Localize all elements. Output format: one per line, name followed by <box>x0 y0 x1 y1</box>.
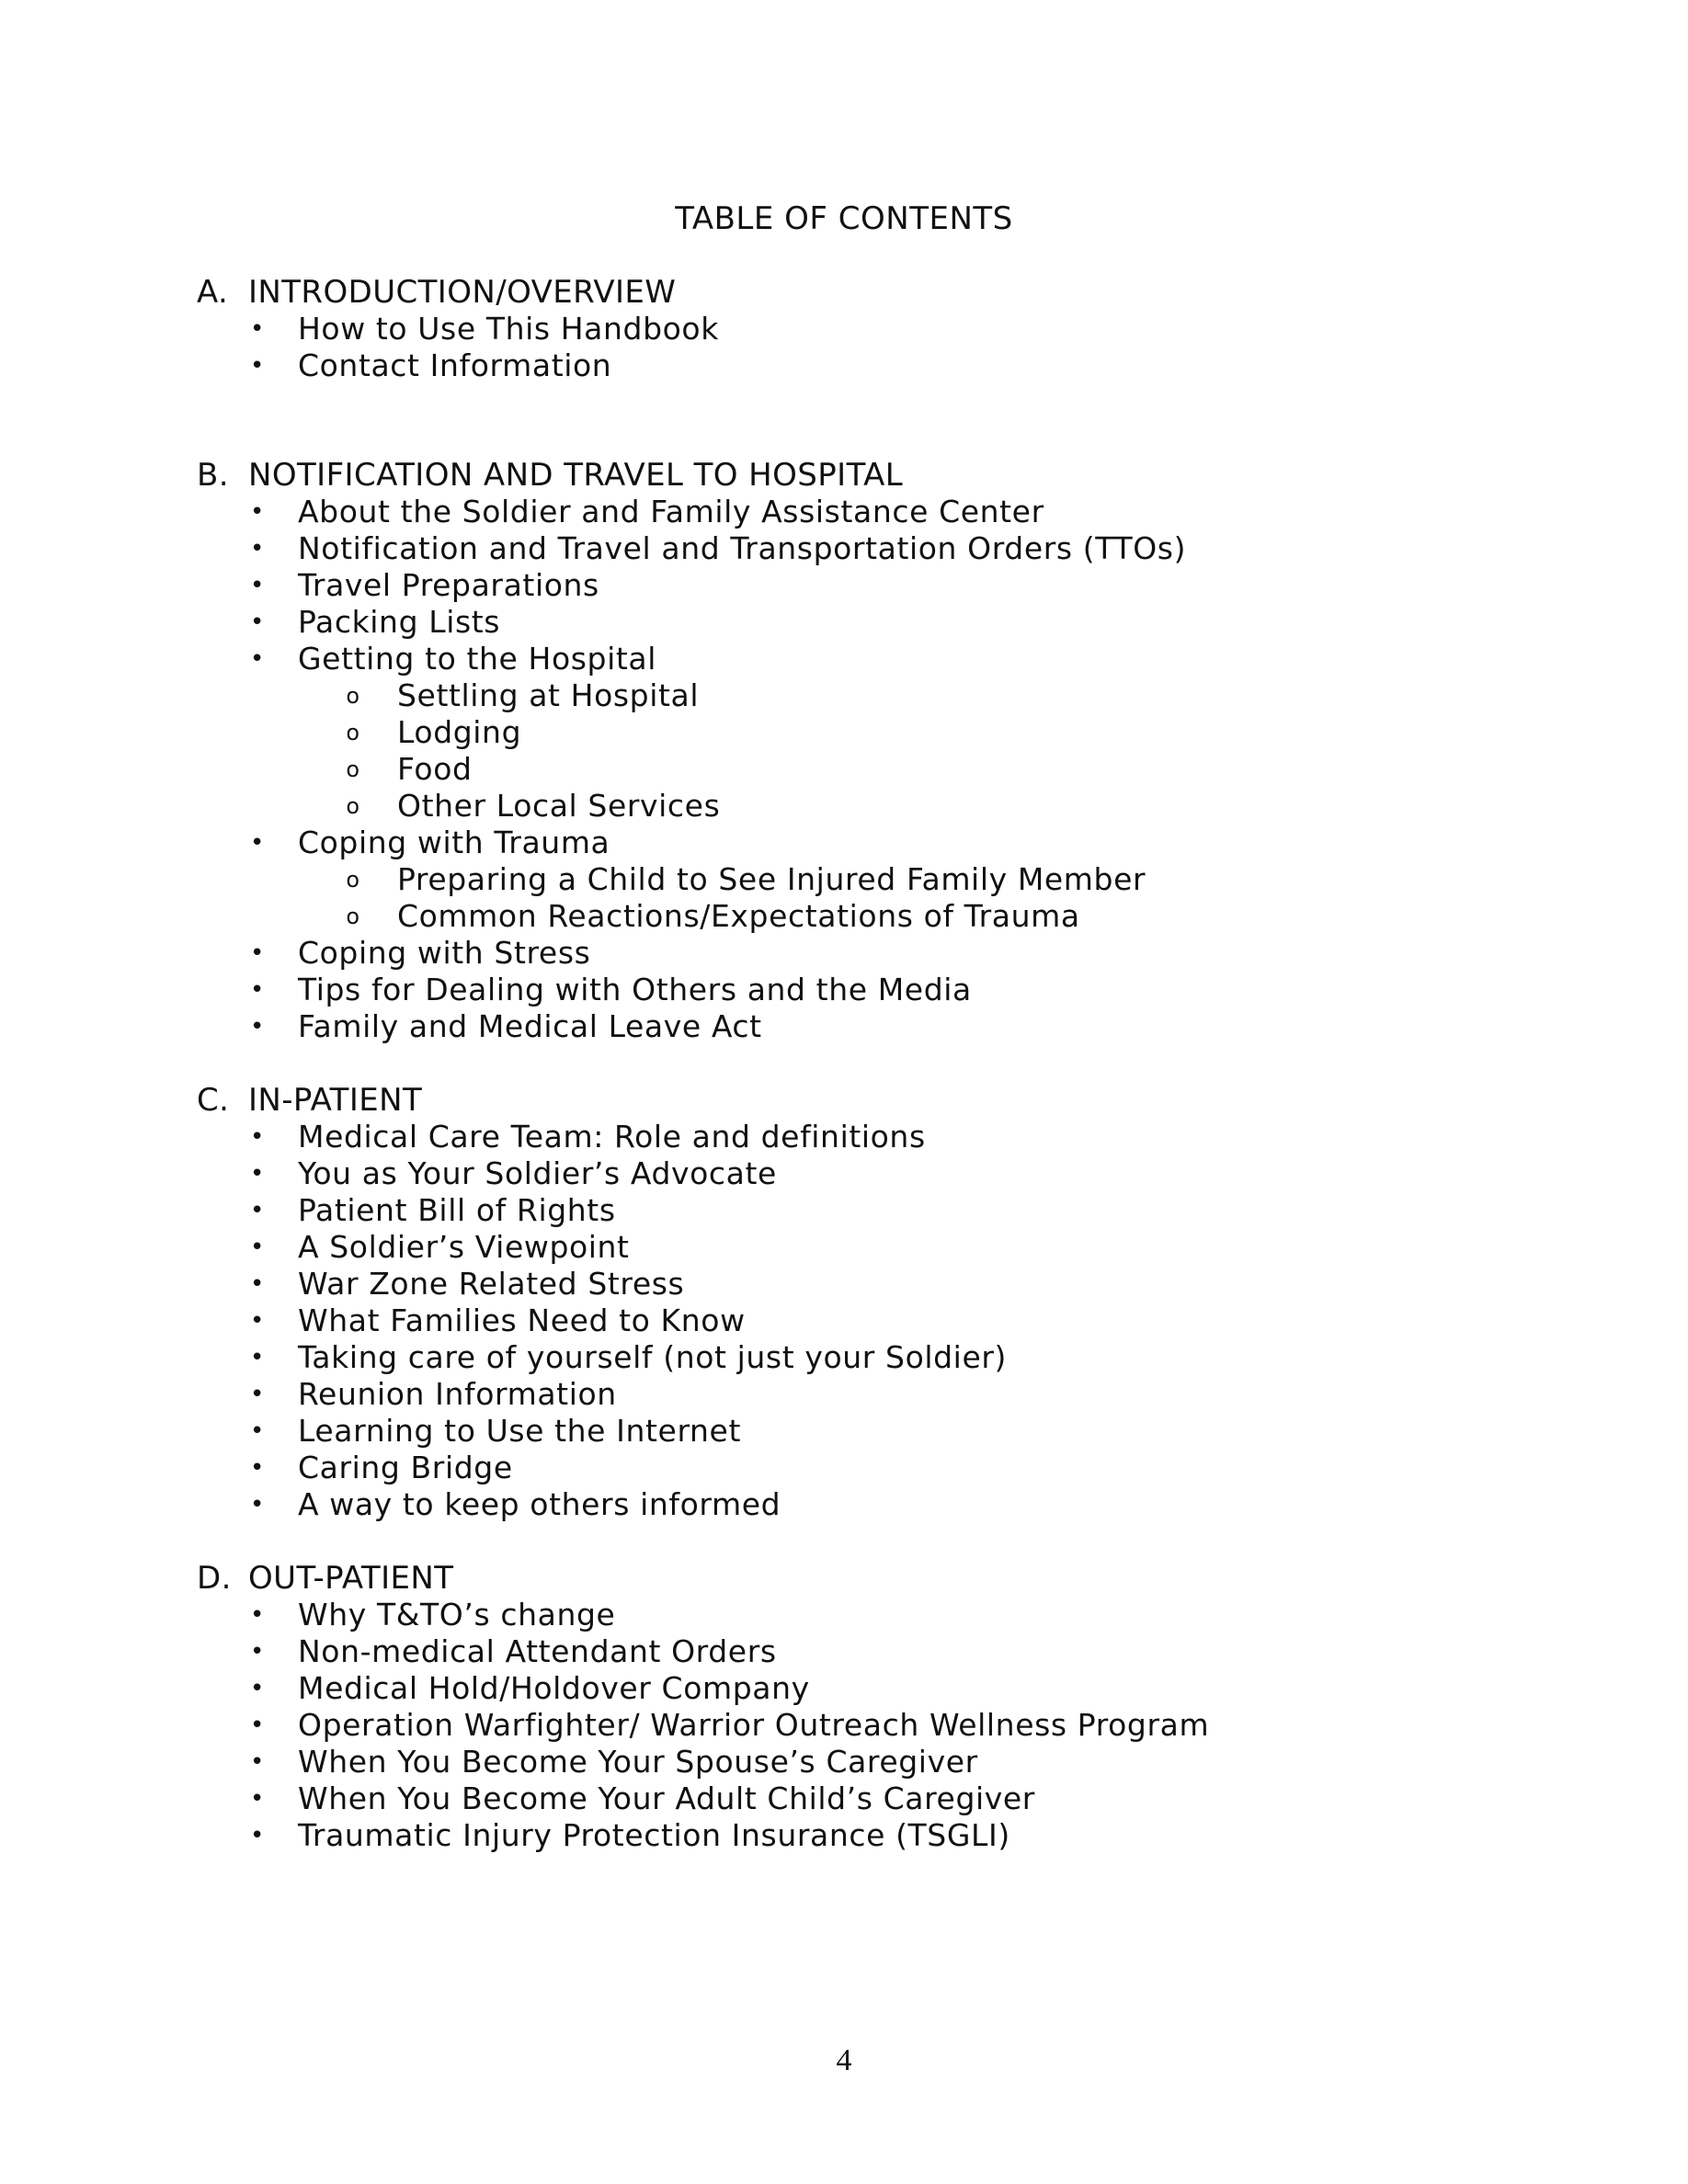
section-heading <box>197 1560 1484 1597</box>
list-item-text: You as Your Soldier’s Advocate <box>298 1155 777 1191</box>
section-heading <box>197 274 1484 311</box>
list-item <box>197 1008 1484 1045</box>
list-item-text: Traumatic Injury Protection Insurance (TSGLI) <box>298 1817 1010 1853</box>
bullet-icon: • <box>250 1270 265 1298</box>
list-item <box>197 567 1484 604</box>
bullet-icon: • <box>250 1381 265 1408</box>
list-item-text: Caring Bridge <box>298 1450 513 1485</box>
section-items <box>197 311 1484 384</box>
list-item-text: Other Local Services <box>397 788 721 824</box>
list-item-text: Lodging <box>397 714 522 750</box>
list-item <box>197 1155 1484 1192</box>
list-item <box>197 1597 1484 1633</box>
bullet-icon: • <box>250 1013 265 1041</box>
list-item <box>197 1486 1484 1523</box>
bullet-icon: • <box>250 572 265 599</box>
list-item-text: Common Reactions/Expectations of Trauma <box>397 898 1080 934</box>
section-title: INTRODUCTION/OVERVIEW <box>248 274 677 311</box>
section-letter: C. <box>197 1082 230 1119</box>
list-item-text: About the Soldier and Family Assistance Center <box>298 494 1044 529</box>
section-title: OUT-PATIENT <box>248 1560 454 1597</box>
section-items <box>197 1119 1484 1523</box>
list-item-text: Medical Care Team: Role and definitions <box>298 1119 926 1155</box>
bullet-icon: • <box>250 1454 265 1482</box>
section-a <box>197 274 1484 384</box>
list-item-text: Packing Lists <box>298 604 501 640</box>
bullet-icon: • <box>250 976 265 1004</box>
bullet-icon: • <box>250 535 265 563</box>
bullet-icon: • <box>250 1307 265 1335</box>
list-item-text: Operation Warfighter/ Warrior Outreach Wellness Program <box>298 1707 1210 1743</box>
section-title: IN-PATIENT <box>248 1082 423 1119</box>
bullet-icon: • <box>250 498 265 526</box>
bullet-icon: • <box>250 939 265 967</box>
list-item <box>197 1376 1484 1413</box>
bullet-icon: • <box>250 1638 265 1666</box>
list-item-text: When You Become Your Adult Child’s Caregiver <box>298 1780 1035 1816</box>
list-item-text: Tips for Dealing with Others and the Media <box>298 972 972 1007</box>
list-item <box>197 1266 1484 1302</box>
section-items <box>197 494 1484 1045</box>
circle-bullet-icon: o <box>346 867 360 893</box>
list-item-text: A way to keep others informed <box>298 1486 781 1522</box>
circle-bullet-icon: o <box>346 720 360 745</box>
bullet-icon: • <box>250 352 265 380</box>
list-item-text: Patient Bill of Rights <box>298 1192 616 1228</box>
list-item <box>197 347 1484 384</box>
list-item-text: Food <box>397 751 473 787</box>
section-c <box>197 1082 1484 1523</box>
list-item <box>197 1229 1484 1266</box>
list-item-text: Coping with Trauma <box>298 825 610 860</box>
circle-bullet-icon: o <box>346 756 360 782</box>
list-item <box>197 494 1484 530</box>
bullet-icon: • <box>250 1123 265 1151</box>
bullet-icon: • <box>250 609 265 636</box>
bullet-icon: • <box>250 1748 265 1776</box>
list-item <box>197 604 1484 641</box>
list-item-text: Taking care of yourself (not just your Soldier) <box>298 1339 1007 1375</box>
page-number: 4 <box>836 2043 852 2077</box>
list-item-text: Family and Medical Leave Act <box>298 1008 762 1044</box>
section-letter: B. <box>197 457 229 494</box>
list-item <box>197 1670 1484 1707</box>
list-item-text: War Zone Related Stress <box>298 1266 685 1302</box>
list-item <box>197 1339 1484 1376</box>
bullet-icon: • <box>250 1785 265 1813</box>
list-item-text: Travel Preparations <box>298 567 599 603</box>
list-item <box>197 972 1484 1008</box>
bullet-icon: • <box>250 645 265 673</box>
circle-bullet-icon: o <box>346 904 360 929</box>
list-item-text: How to Use This Handbook <box>298 311 719 347</box>
list-item <box>197 1707 1484 1744</box>
bullet-icon: • <box>250 1712 265 1739</box>
list-item <box>197 530 1484 567</box>
list-item-text: Non-medical Attendant Orders <box>298 1633 777 1669</box>
list-item <box>197 1633 1484 1670</box>
bullet-icon: • <box>250 829 265 857</box>
circle-bullet-icon: o <box>346 683 360 709</box>
list-item-text: Notification and Travel and Transportation Orders (TTOs) <box>298 530 1187 566</box>
list-item <box>197 311 1484 347</box>
bullet-icon: • <box>250 1234 265 1261</box>
circle-bullet-icon: o <box>346 793 360 819</box>
list-item-text: Getting to the Hospital <box>298 641 656 677</box>
bullet-icon: • <box>250 1344 265 1371</box>
bullet-icon: • <box>250 1675 265 1702</box>
list-item-text: A Soldier’s Viewpoint <box>298 1229 630 1265</box>
list-item-text: When You Become Your Spouse’s Caregiver <box>298 1744 978 1780</box>
page-title: TABLE OF CONTENTS <box>675 200 1013 237</box>
bullet-icon: • <box>250 1822 265 1849</box>
sub-list-item <box>197 714 1484 751</box>
list-item <box>197 825 1484 861</box>
list-item <box>197 1413 1484 1450</box>
list-item-text: Why T&TO’s change <box>298 1597 616 1632</box>
bullet-icon: • <box>250 1197 265 1224</box>
list-item-text: What Families Need to Know <box>298 1302 746 1338</box>
list-item <box>197 1192 1484 1229</box>
list-item-text: Reunion Information <box>298 1376 617 1412</box>
list-item <box>197 935 1484 972</box>
list-item-text: Preparing a Child to See Injured Family Member <box>397 861 1146 897</box>
list-item <box>197 641 1484 677</box>
section-title: NOTIFICATION AND TRAVEL TO HOSPITAL <box>248 457 904 494</box>
sub-list-item <box>197 788 1484 825</box>
list-item <box>197 1780 1484 1817</box>
bullet-icon: • <box>250 1160 265 1188</box>
section-letter: D. <box>197 1560 232 1597</box>
list-item-text: Medical Hold/Holdover Company <box>298 1670 810 1706</box>
bullet-icon: • <box>250 1417 265 1445</box>
section-b <box>197 457 1484 1045</box>
section-d <box>197 1560 1484 1854</box>
sub-list-item <box>197 898 1484 935</box>
section-heading <box>197 1082 1484 1119</box>
list-item-text: Coping with Stress <box>298 935 591 971</box>
list-item-text: Learning to Use the Internet <box>298 1413 741 1449</box>
sub-list-item <box>197 751 1484 788</box>
sub-list-item <box>197 677 1484 714</box>
list-item-text: Settling at Hospital <box>397 677 700 713</box>
list-item <box>197 1817 1484 1854</box>
section-heading <box>197 457 1484 494</box>
sub-list-item <box>197 861 1484 898</box>
section-letter: A. <box>197 274 229 311</box>
list-item <box>197 1450 1484 1486</box>
list-item <box>197 1302 1484 1339</box>
bullet-icon: • <box>250 1491 265 1519</box>
list-item <box>197 1119 1484 1155</box>
list-item <box>197 1744 1484 1780</box>
bullet-icon: • <box>250 1601 265 1629</box>
bullet-icon: • <box>250 315 265 343</box>
section-items <box>197 1597 1484 1854</box>
list-item-text: Contact Information <box>298 347 612 383</box>
